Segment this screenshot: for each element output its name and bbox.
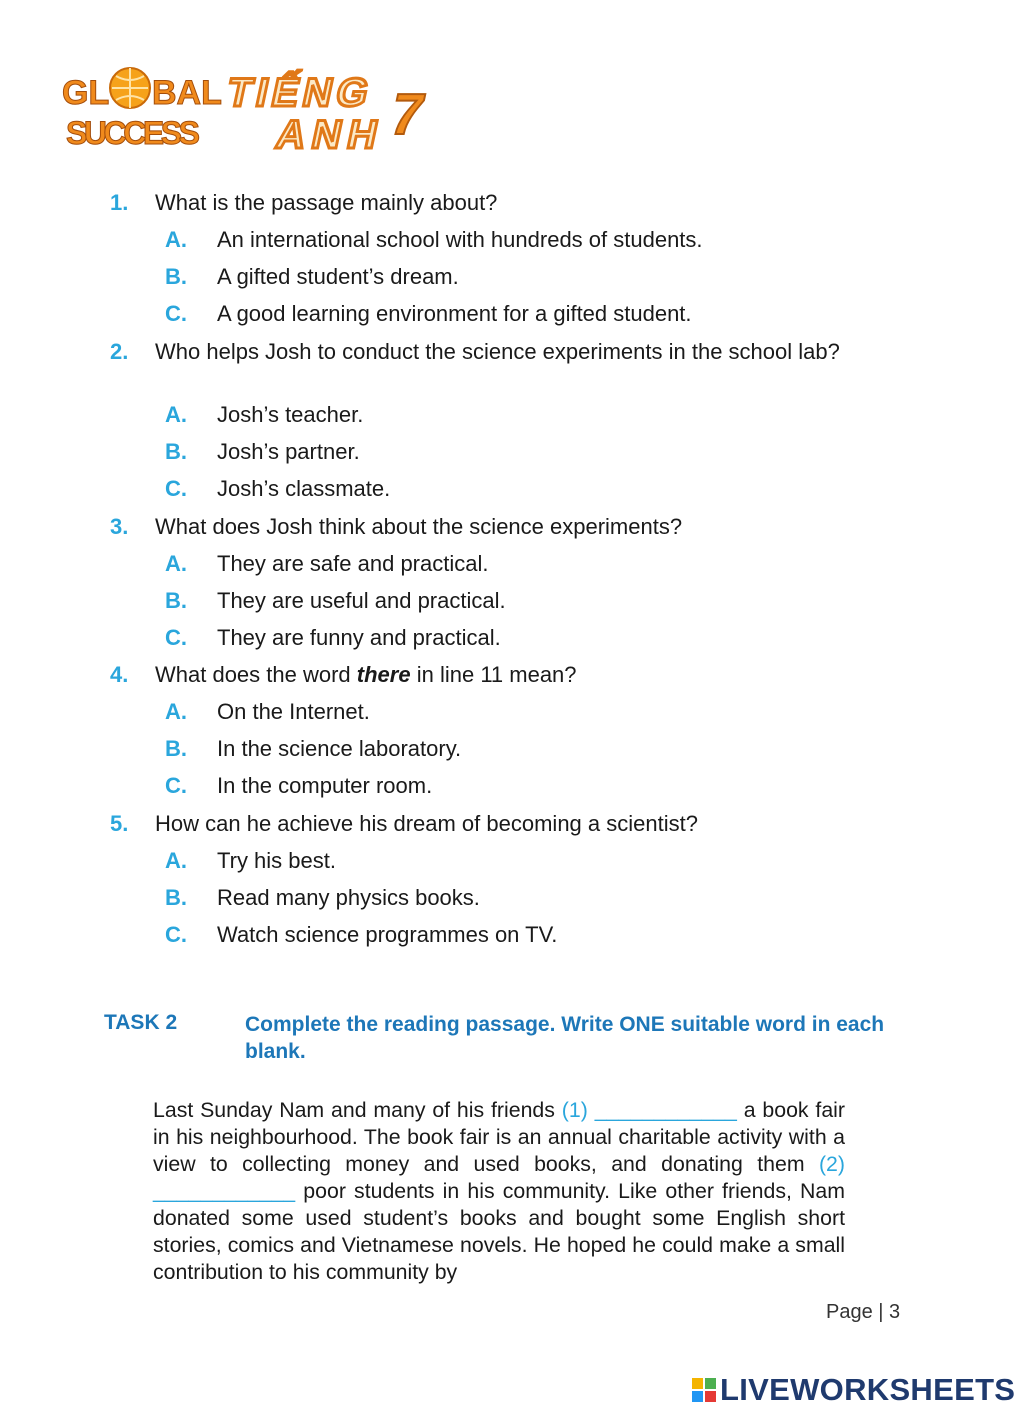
question-number: 2. [110,339,129,364]
tieng-anh-7-logo [216,64,436,156]
option-text: They are safe and practical. [217,551,489,576]
question-1-option-a[interactable] [165,226,865,253]
svg-text:SUCCESS: SUCCESS [66,115,200,151]
option-text: Try his best. [217,848,336,873]
question-5-option-b[interactable] [165,884,865,911]
passage-text-2: a book fair in his neighbourhood. The book fair is an annual charitable activity with a view to collecting money and used books, and donating them [153,1098,846,1176]
question-4-option-b[interactable] [165,735,865,762]
option-letter: B. [165,588,187,613]
option-text: They are useful and practical. [217,588,506,613]
question-3-option-b[interactable] [165,587,865,614]
svg-text:7: 7 [384,82,431,147]
option-text: Josh’s teacher. [217,402,364,427]
option-letter: C. [165,476,187,501]
option-letter: C. [165,625,187,650]
question-5-option-c[interactable] [165,921,865,948]
option-letter: C. [165,922,187,947]
option-letter: A. [165,551,187,576]
option-text: In the computer room. [217,773,433,798]
question-number: 1. [110,190,129,215]
question-1-option-b[interactable] [165,263,865,290]
question-text: Who helps Josh to conduct the science experiments in the school lab? [155,339,840,364]
question-text-before: What does the word [155,662,351,687]
question-4-option-c[interactable] [165,772,865,799]
blank-1-input[interactable]: ____________ [594,1098,737,1122]
blank-2-number: (2) [818,1152,845,1176]
question-4 [110,661,870,688]
emphasized-word: there [356,662,411,687]
option-letter: A. [165,699,187,724]
question-number: 3. [110,514,129,539]
question-1-option-c[interactable] [165,300,865,327]
option-letter: C. [165,301,187,326]
question-5-option-a[interactable] [165,847,865,874]
question-number: 5. [110,811,129,836]
blank-2-input[interactable]: ____________ [153,1179,296,1203]
svg-text:ANH: ANH [272,111,382,157]
question-2-option-b[interactable] [165,438,865,465]
question-text [155,661,870,688]
question-number: 4. [110,662,129,687]
question-4-option-a[interactable] [165,698,865,725]
question-2-option-a[interactable] [165,401,865,428]
question-3-option-a[interactable] [165,550,865,577]
option-letter: B. [165,439,187,464]
reading-passage [153,1097,845,1286]
option-text: Josh’s classmate. [217,476,391,501]
question-text: How can he achieve his dream of becoming a scientist? [155,811,698,836]
passage-text-3: poor students in his community. Like other friends, Nam donated some used student’s books and bought some English short stories, comics and Vietnamese novels. He hoped he could make a small contribution to his community by [153,1179,845,1284]
option-letter: B. [165,264,187,289]
option-letter: A. [165,402,187,427]
page-number: Page | 3 [826,1301,901,1323]
svg-text:GL: GL [62,74,110,112]
question-text-after: in line 11 mean? [416,662,577,687]
liveworksheets-brand[interactable]: LIVEWORKSHEETS [720,1372,1015,1407]
option-text: On the Internet. [217,699,370,724]
question-2-option-c[interactable] [165,475,865,502]
blank-1-number: (1) [561,1098,588,1122]
option-letter: B. [165,736,187,761]
option-letter: A. [165,848,187,873]
question-3 [110,513,870,540]
question-5 [110,810,870,837]
global-success-logo [58,60,222,154]
question-text: What does Josh think about the science experiments? [155,514,683,539]
passage-text-1: Last Sunday Nam and many of his friends [153,1098,555,1122]
option-text: A good learning environment for a gifted student. [217,301,692,326]
option-text: Watch science programmes on TV. [217,922,558,947]
question-2 [110,338,850,365]
svg-text:TIẾNG: TIẾNG [223,69,373,115]
option-letter: C. [165,773,187,798]
option-text: Josh’s partner. [217,439,360,464]
option-text: Read many physics books. [217,885,480,910]
option-text: In the science laboratory. [217,736,462,761]
task-label: TASK 2 [104,1011,178,1034]
liveworksheets-logo-icon [690,1372,718,1408]
option-letter: A. [165,227,187,252]
option-text: An international school with hundreds of students. [217,227,703,252]
option-text: A gifted student’s dream. [217,264,459,289]
question-1 [110,189,870,216]
svg-text:BAL: BAL [152,74,222,112]
task-instruction: Complete the reading passage. Write ONE suitable word in each blank. [245,1013,885,1063]
question-3-option-c[interactable] [165,624,865,651]
option-letter: B. [165,885,187,910]
option-text: They are funny and practical. [217,625,501,650]
question-text: What is the passage mainly about? [155,190,498,215]
